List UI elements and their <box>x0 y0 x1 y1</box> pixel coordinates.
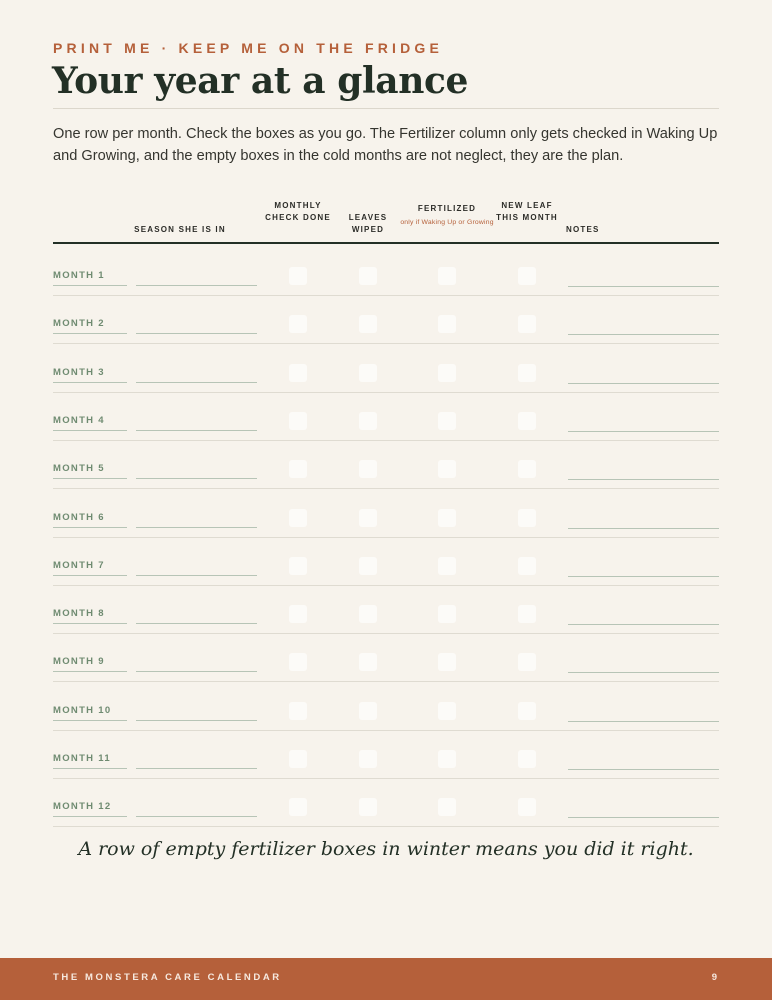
month-label: MONTH 5 <box>53 463 105 475</box>
month-label: MONTH 1 <box>53 270 105 281</box>
leaves-wiped-checkbox[interactable] <box>359 267 377 285</box>
col-header-fertilized-note: only if Waking Up or Growing <box>400 218 494 226</box>
fertilized-checkbox[interactable] <box>438 460 456 478</box>
col-header-monthly-check: MONTHLY CHECK DONE <box>265 201 331 222</box>
month-underline <box>53 671 127 672</box>
leaves-wiped-checkbox[interactable] <box>359 702 377 720</box>
monthly-check-checkbox[interactable] <box>289 267 307 285</box>
monthly-check-checkbox[interactable] <box>289 798 307 816</box>
monthly-check-checkbox[interactable] <box>289 509 307 527</box>
row-divider <box>53 826 719 827</box>
fertilized-checkbox[interactable] <box>438 557 456 575</box>
new-leaf-checkbox[interactable] <box>518 267 536 285</box>
month-underline <box>53 478 127 479</box>
new-leaf-checkbox[interactable] <box>518 509 536 527</box>
season-input-line[interactable] <box>136 623 257 624</box>
leaves-wiped-checkbox[interactable] <box>359 315 377 333</box>
fertilized-checkbox[interactable] <box>438 509 456 527</box>
col-header-season: SEASON SHE IS IN <box>134 225 226 234</box>
month-label: MONTH 7 <box>53 559 105 571</box>
month-underline <box>53 285 127 286</box>
page-number: 9 <box>711 972 717 983</box>
table-row <box>0 594 772 642</box>
new-leaf-checkbox[interactable] <box>518 798 536 816</box>
monthly-check-checkbox[interactable] <box>289 460 307 478</box>
notes-input-line[interactable] <box>568 383 719 384</box>
col-header-leaves-wiped: LEAVES WIPED <box>348 213 388 234</box>
new-leaf-checkbox[interactable] <box>518 315 536 333</box>
fertilized-checkbox[interactable] <box>438 315 456 333</box>
fertilized-checkbox[interactable] <box>438 412 456 430</box>
table-row <box>0 498 772 546</box>
page-title: Your year at a glance <box>52 60 469 102</box>
season-input-line[interactable] <box>136 382 257 383</box>
row-divider <box>53 633 719 634</box>
monthly-check-checkbox[interactable] <box>289 412 307 430</box>
notes-input-line[interactable] <box>568 334 719 335</box>
fertilized-checkbox[interactable] <box>438 798 456 816</box>
row-divider <box>53 488 719 489</box>
table-row <box>0 642 772 690</box>
season-input-line[interactable] <box>136 285 257 286</box>
notes-input-line[interactable] <box>568 817 719 818</box>
table-row <box>0 739 772 787</box>
new-leaf-checkbox[interactable] <box>518 557 536 575</box>
monthly-check-checkbox[interactable] <box>289 364 307 382</box>
season-input-line[interactable] <box>136 768 257 769</box>
monthly-check-checkbox[interactable] <box>289 750 307 768</box>
season-input-line[interactable] <box>136 671 257 672</box>
row-divider <box>53 681 719 682</box>
month-underline <box>53 527 127 528</box>
fertilized-checkbox[interactable] <box>438 653 456 671</box>
row-divider <box>53 440 719 441</box>
table-row <box>0 401 772 449</box>
fertilized-checkbox[interactable] <box>438 750 456 768</box>
table-row <box>0 546 772 594</box>
table-row <box>0 787 772 835</box>
intro-paragraph: One row per month. Check the boxes as you go. The Fertilizer column only gets checked in Waking Up and Growing, and the empty boxes in the cold months are not neglect, they are the plan. <box>53 126 718 164</box>
monthly-check-checkbox[interactable] <box>289 653 307 671</box>
leaves-wiped-checkbox[interactable] <box>359 750 377 768</box>
leaves-wiped-checkbox[interactable] <box>359 605 377 623</box>
month-label: MONTH 8 <box>53 608 105 620</box>
month-underline <box>53 623 127 624</box>
month-label: MONTH 12 <box>53 801 112 813</box>
new-leaf-checkbox[interactable] <box>518 750 536 768</box>
col-header-notes: NOTES <box>566 225 600 234</box>
notes-input-line[interactable] <box>568 576 719 577</box>
month-underline <box>53 768 127 769</box>
month-label: MONTH 6 <box>53 511 105 523</box>
col-header-fertilized-label: FERTILIZED <box>417 204 477 213</box>
leaves-wiped-checkbox[interactable] <box>359 509 377 527</box>
title-divider <box>53 108 719 109</box>
new-leaf-checkbox[interactable] <box>518 364 536 382</box>
row-divider <box>53 730 719 731</box>
notes-input-line[interactable] <box>568 624 719 625</box>
month-label: MONTH 10 <box>53 704 112 716</box>
season-input-line[interactable] <box>136 478 257 479</box>
notes-input-line[interactable] <box>568 672 719 673</box>
new-leaf-checkbox[interactable] <box>518 412 536 430</box>
month-label: MONTH 9 <box>53 656 105 668</box>
footer-quote: A row of empty fertilizer boxes in winter means you did it right. <box>78 838 694 860</box>
row-divider <box>53 537 719 538</box>
kicker: PRINT ME · KEEP ME ON THE FRIDGE <box>53 40 444 56</box>
fertilized-checkbox[interactable] <box>438 605 456 623</box>
new-leaf-checkbox[interactable] <box>518 460 536 478</box>
row-divider <box>53 778 719 779</box>
fertilized-checkbox[interactable] <box>438 267 456 285</box>
table-row <box>0 353 772 401</box>
notes-input-line[interactable] <box>568 721 719 722</box>
book-title: THE MONSTERA CARE CALENDAR <box>53 972 282 983</box>
monthly-check-checkbox[interactable] <box>289 605 307 623</box>
monthly-check-checkbox[interactable] <box>289 557 307 575</box>
fertilized-checkbox[interactable] <box>438 702 456 720</box>
notes-input-line[interactable] <box>568 286 719 287</box>
month-underline <box>53 430 127 431</box>
month-label: MONTH 4 <box>53 414 105 426</box>
season-input-line[interactable] <box>136 720 257 721</box>
notes-input-line[interactable] <box>568 528 719 529</box>
notes-input-line[interactable] <box>568 479 719 480</box>
footer-bar <box>0 958 772 1000</box>
fertilized-checkbox[interactable] <box>438 364 456 382</box>
table-row <box>0 691 772 739</box>
season-input-line[interactable] <box>136 430 257 431</box>
leaves-wiped-checkbox[interactable] <box>359 798 377 816</box>
new-leaf-checkbox[interactable] <box>518 653 536 671</box>
month-label: MONTH 11 <box>53 753 111 764</box>
table-row <box>0 256 772 304</box>
new-leaf-checkbox[interactable] <box>518 702 536 720</box>
month-underline <box>53 575 127 576</box>
row-divider <box>53 295 719 296</box>
month-label: MONTH 2 <box>53 318 105 330</box>
leaves-wiped-checkbox[interactable] <box>359 653 377 671</box>
table-row <box>0 304 772 352</box>
col-header-fertilized <box>397 203 497 228</box>
leaves-wiped-checkbox[interactable] <box>359 364 377 382</box>
month-underline <box>53 333 127 334</box>
month-label: MONTH 3 <box>53 366 105 378</box>
leaves-wiped-checkbox[interactable] <box>359 557 377 575</box>
monthly-check-checkbox[interactable] <box>289 315 307 333</box>
season-input-line[interactable] <box>136 333 257 334</box>
month-underline <box>53 720 127 721</box>
row-divider <box>53 343 719 344</box>
notes-input-line[interactable] <box>568 431 719 432</box>
notes-input-line[interactable] <box>568 769 719 770</box>
row-divider <box>53 585 719 586</box>
table-row <box>0 449 772 497</box>
col-header-new-leaf: NEW LEAF THIS MONTH <box>496 201 558 222</box>
row-divider <box>53 392 719 393</box>
season-input-line[interactable] <box>136 575 257 576</box>
monthly-check-checkbox[interactable] <box>289 702 307 720</box>
month-underline <box>53 382 127 383</box>
new-leaf-checkbox[interactable] <box>518 605 536 623</box>
month-underline <box>53 816 127 817</box>
leaves-wiped-checkbox[interactable] <box>359 412 377 430</box>
leaves-wiped-checkbox[interactable] <box>359 460 377 478</box>
season-input-line[interactable] <box>136 527 257 528</box>
season-input-line[interactable] <box>136 816 257 817</box>
header-divider <box>53 242 719 244</box>
